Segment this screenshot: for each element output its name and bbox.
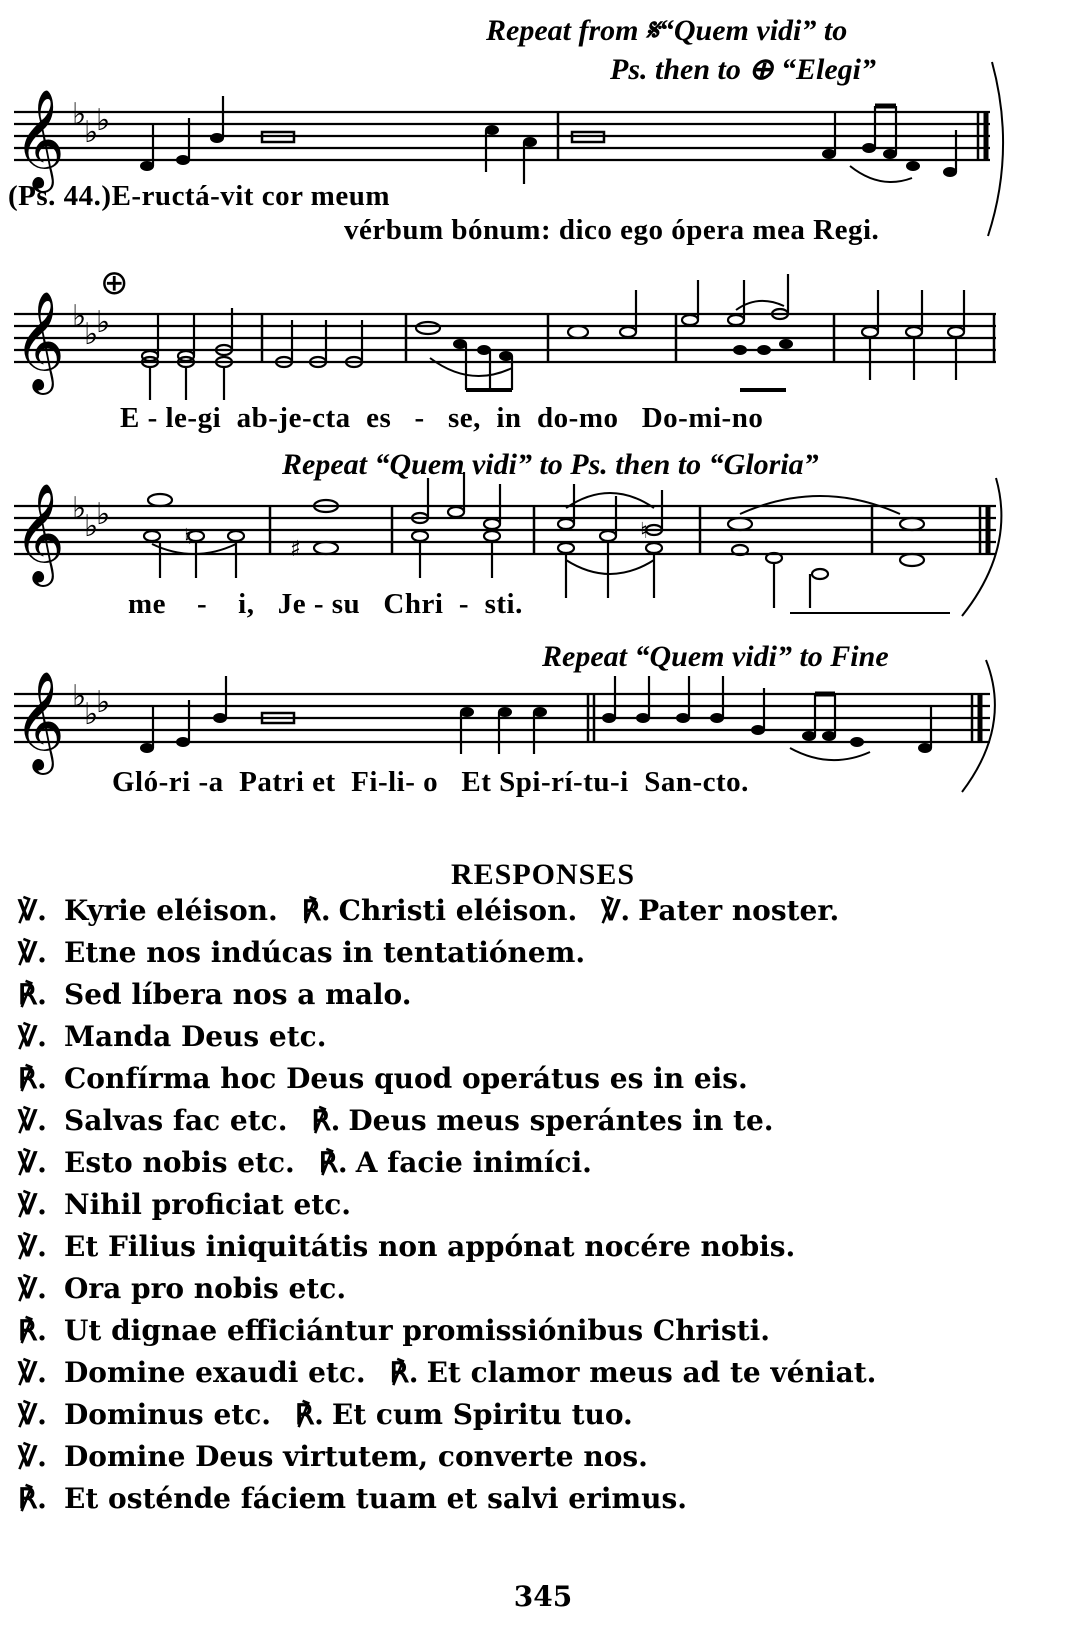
response-symbol: ℟. <box>295 1398 324 1431</box>
page-number: 345 <box>513 1580 573 1613</box>
response-line <box>18 1478 1078 1520</box>
response-text: Confírma hoc Deus quod operátus es in eis. <box>64 1062 748 1095</box>
repeat-bracket-icon <box>988 62 1003 236</box>
versicle-symbol: ℣. <box>18 1188 47 1221</box>
response-text: Ut dignae efficiántur promissiónibus Christi. <box>64 1314 771 1347</box>
flat-icon: ♭ <box>72 491 87 526</box>
response-text: Sed líbera nos a malo. <box>64 978 412 1011</box>
lyric-line: Gló-ri -a Patri et Fi-li- o Et Spi-rí-tu-i San-cto. <box>112 766 749 798</box>
music-system-4 <box>0 636 1086 816</box>
flat-icon: ♭ <box>96 685 111 720</box>
response-text: Esto nobis etc. <box>64 1146 295 1179</box>
flat-icon: ♭ <box>84 509 99 544</box>
response-text: Et Filius iniquitátis non appónat nocére nobis. <box>64 1230 796 1263</box>
response-text: A facie inimíci. <box>355 1146 592 1179</box>
response-text: Manda Deus etc. <box>64 1020 327 1053</box>
coda-icon: ⊕ <box>100 263 129 303</box>
response-symbol: ℟. <box>18 978 47 1011</box>
versicle-symbol: ℣. <box>18 1104 47 1137</box>
response-symbol: ℟. <box>18 1314 47 1347</box>
response-text: Nihil proficiat etc. <box>64 1188 352 1221</box>
response-text: Etne nos indúcas in tentatiónem. <box>64 936 586 969</box>
lyric-line: E - le-gi ab-je-cta es - se, in do-mo Do-mi-no <box>120 402 764 434</box>
versicle-symbol: ℣. <box>18 1440 47 1473</box>
repeat-bracket-icon <box>962 478 1001 616</box>
response-line <box>18 1100 1078 1142</box>
response-text: Et osténde fáciem tuam et salvi erimus. <box>64 1482 687 1515</box>
response-text: Salvas fac etc. <box>64 1104 288 1137</box>
response-line <box>18 1226 1078 1268</box>
flat-icon: ♭ <box>84 317 99 352</box>
natural-icon: ♮ <box>184 525 192 550</box>
response-line <box>18 890 1078 932</box>
versicle-symbol: ℣. <box>601 894 631 927</box>
versicle-symbol: ℣. <box>18 1272 47 1305</box>
versicle-symbol: ℣. <box>18 1146 47 1179</box>
rubric-line: Repeat from 𝄋“Quem vidi” to <box>486 14 848 47</box>
response-symbol: ℟. <box>301 894 331 927</box>
lyric-line: me - i, Je - su Chri - sti. <box>128 588 523 620</box>
treble-clef-icon: 𝄞 <box>14 671 65 771</box>
flat-icon: ♭ <box>84 697 99 732</box>
response-text: Domine Deus virtutem, converte nos. <box>64 1440 648 1473</box>
versicle-symbol: ℣. <box>18 894 47 927</box>
flat-icon: ♭ <box>72 299 87 334</box>
flat-icon: ♭ <box>96 497 111 532</box>
response-text: Christi eléison. <box>338 894 578 927</box>
response-line <box>18 1268 1078 1310</box>
music-system-2 <box>0 250 1086 450</box>
lyric-line: (Ps. 44.)E-ructá-vit cor meum <box>8 180 390 212</box>
flat-icon: ♭ <box>96 305 111 340</box>
response-line <box>18 1394 1078 1436</box>
response-line <box>18 1184 1078 1226</box>
responses-list <box>18 890 1078 1520</box>
treble-clef-icon: 𝄞 <box>14 89 65 189</box>
natural-icon: ♮ <box>640 519 648 544</box>
response-symbol: ℟. <box>311 1104 341 1137</box>
response-text: Domine exaudi etc. <box>64 1356 366 1389</box>
music-system-1 <box>0 0 1086 250</box>
response-symbol: ℟. <box>318 1146 348 1179</box>
versicle-symbol: ℣. <box>18 1020 47 1053</box>
response-line <box>18 1436 1078 1478</box>
response-symbol: ℟. <box>18 1062 47 1095</box>
response-line <box>18 1352 1078 1394</box>
versicle-symbol: ℣. <box>18 936 47 969</box>
rubric-line: Repeat “Quem vidi” to Fine <box>542 640 889 673</box>
sharp-icon: ♯ <box>290 537 301 562</box>
response-line <box>18 1310 1078 1352</box>
response-text: Et cum Spiritu tuo. <box>331 1398 633 1431</box>
flat-icon: ♭ <box>96 103 111 138</box>
response-text: Et clamor meus ad te véniat. <box>426 1356 877 1389</box>
treble-clef-icon: 𝄞 <box>14 483 65 583</box>
lyric-line: vérbum bónum: dico ego ópera mea Regi. <box>344 214 880 246</box>
music-system-3 <box>0 448 1086 638</box>
responses-heading: RESPONSES <box>450 858 636 891</box>
response-line <box>18 1058 1078 1100</box>
rubric-line: Repeat “Quem vidi” to Ps. then to “Gloria” <box>282 448 819 481</box>
response-line <box>18 1016 1078 1058</box>
treble-clef-icon: 𝄞 <box>14 291 65 391</box>
versicle-symbol: ℣. <box>18 1356 47 1389</box>
response-line <box>18 974 1078 1016</box>
response-text: Dominus etc. <box>64 1398 271 1431</box>
rubric-line: Ps. then to ⊕ “Elegi” <box>610 53 876 86</box>
response-line <box>18 1142 1078 1184</box>
response-symbol: ℟. <box>389 1356 419 1389</box>
response-line <box>18 932 1078 974</box>
versicle-symbol: ℣. <box>18 1398 47 1431</box>
flat-icon: ♭ <box>72 679 87 714</box>
flat-icon: ♭ <box>84 115 99 150</box>
response-text: Deus meus sperántes in te. <box>348 1104 774 1137</box>
flat-icon: ♭ <box>72 97 87 132</box>
response-text: Kyrie eléison. <box>64 894 278 927</box>
response-symbol: ℟. <box>18 1482 47 1515</box>
versicle-symbol: ℣. <box>18 1230 47 1263</box>
response-text: Pater noster. <box>638 894 840 927</box>
response-text: Ora pro nobis etc. <box>64 1272 347 1305</box>
